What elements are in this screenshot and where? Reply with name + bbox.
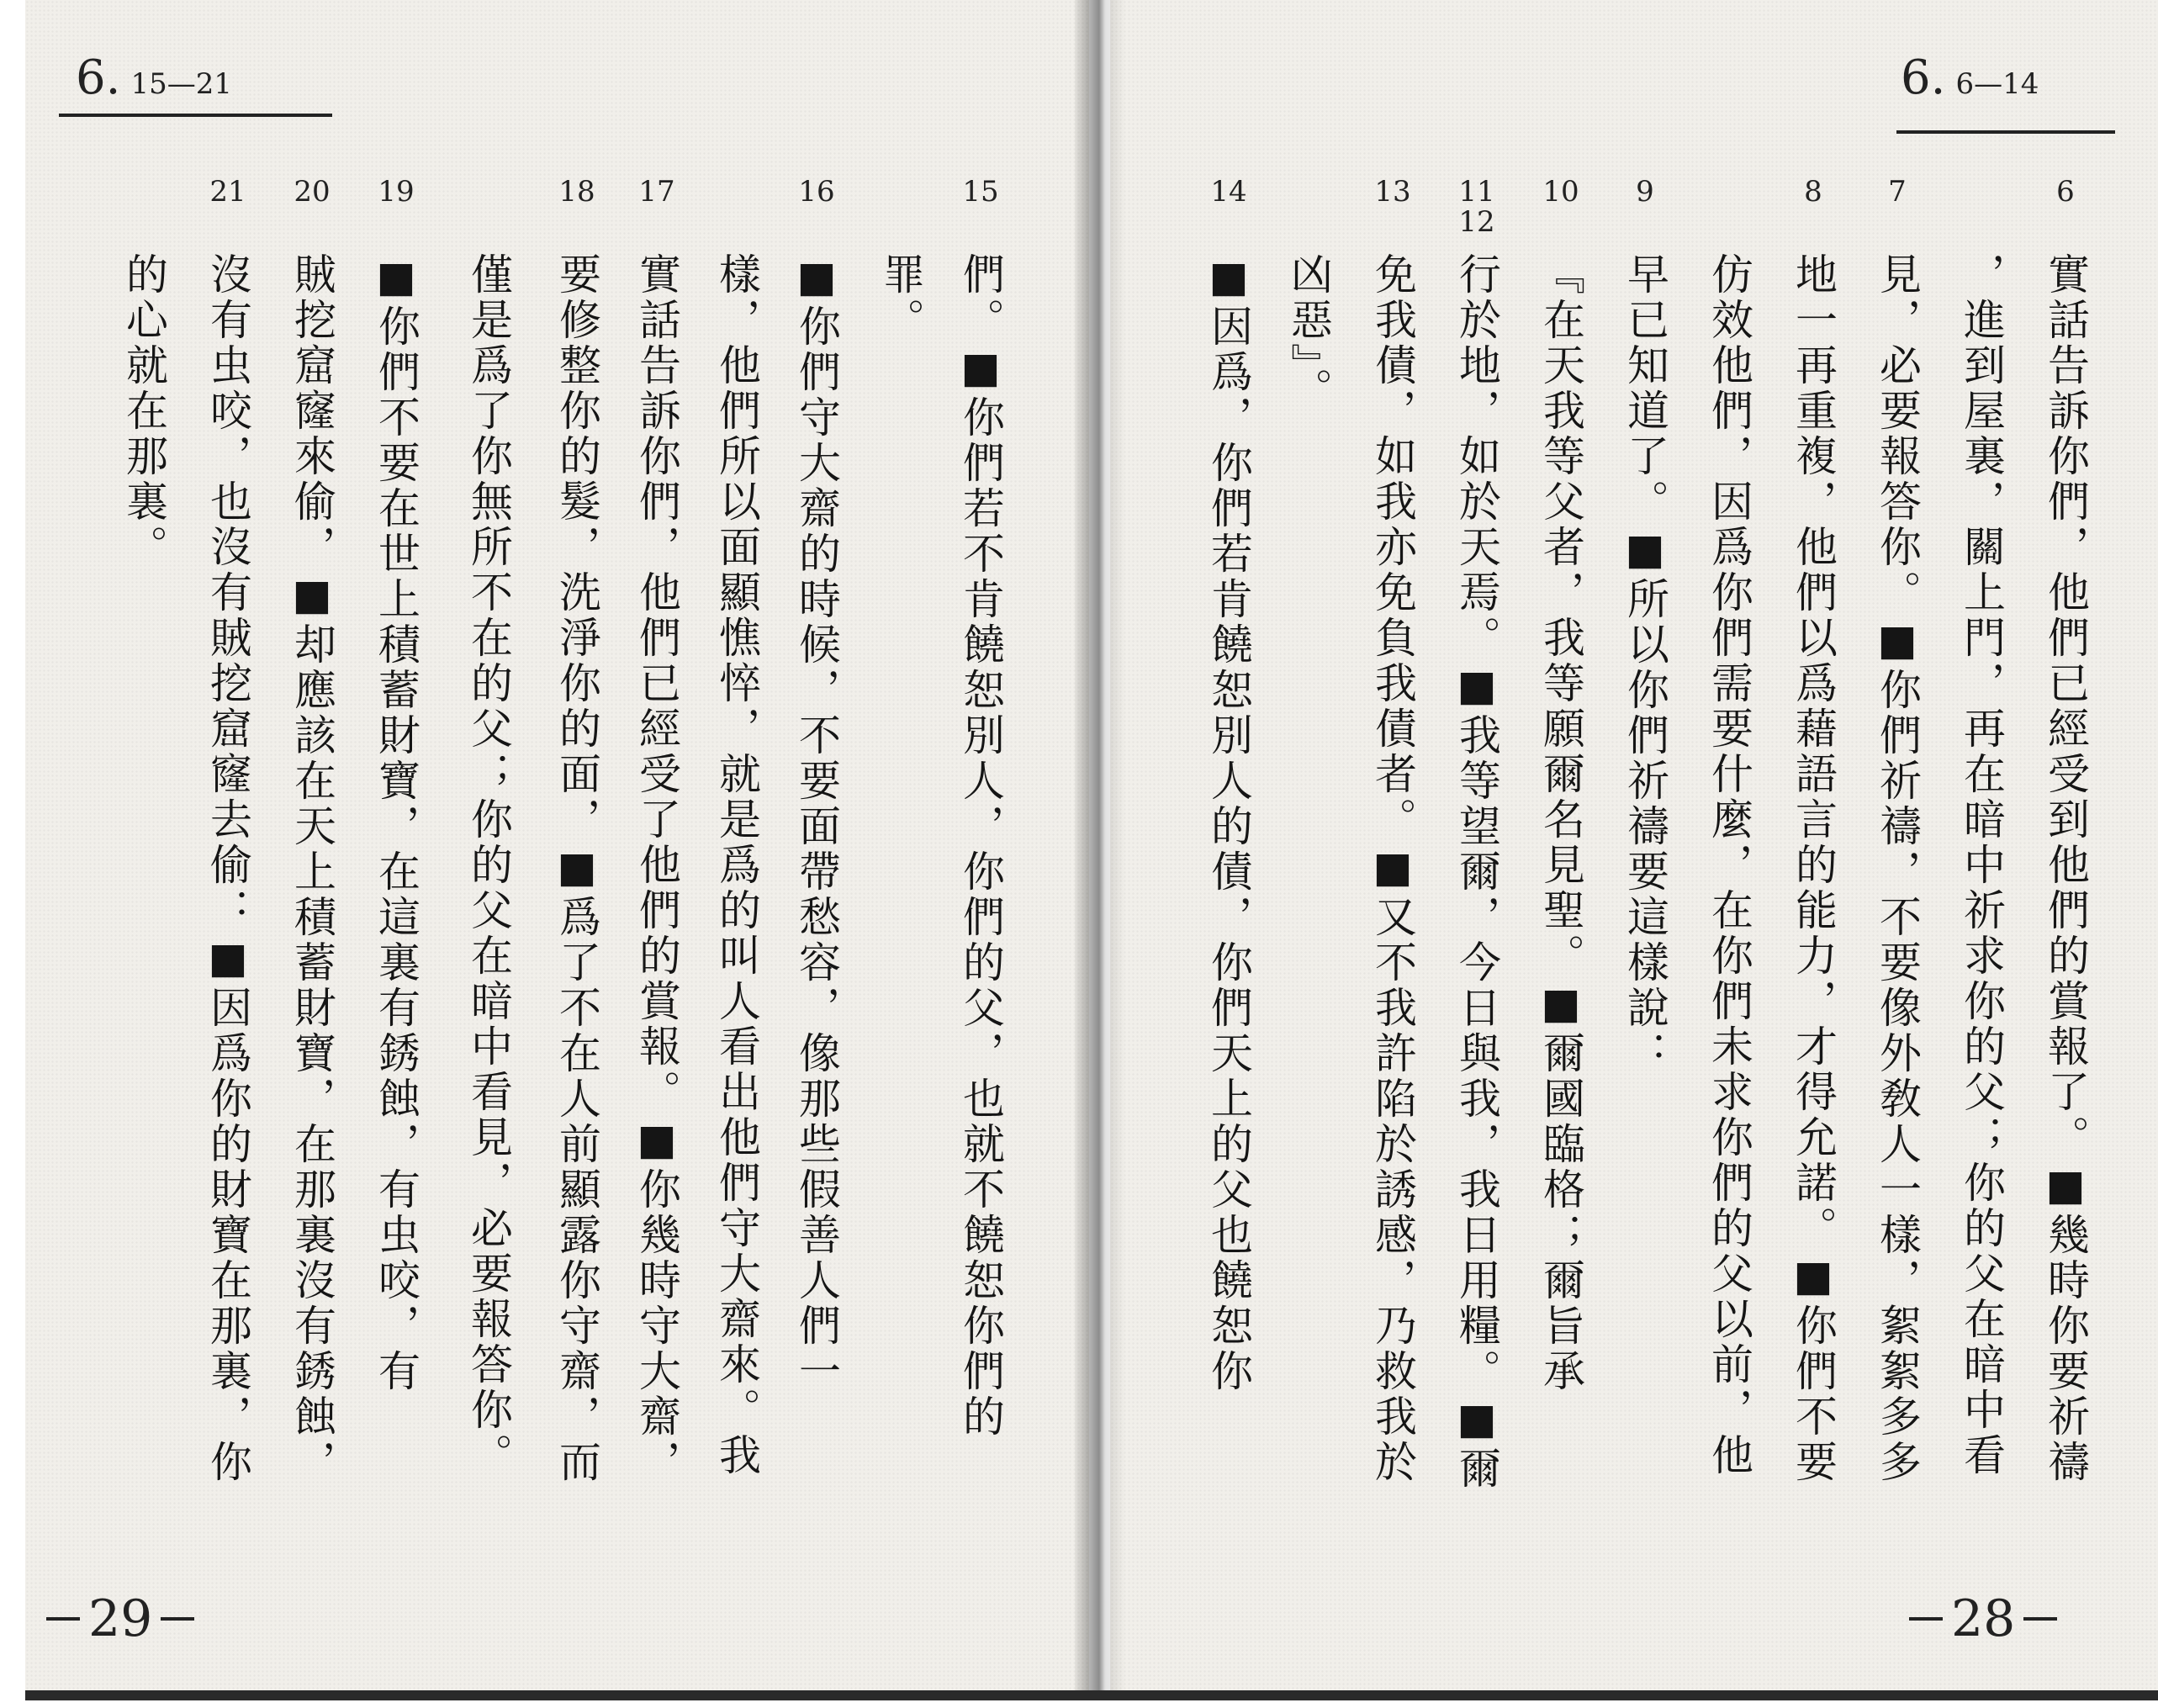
verse-text: 的心就在那裏。 bbox=[119, 252, 168, 570]
verse-text: 僅是爲了你無所不在的父；你的父在暗中看見，必要報答你。 bbox=[464, 252, 513, 1478]
folio-dash bbox=[1909, 1617, 1943, 1621]
running-head-right bbox=[1901, 50, 2039, 105]
verse-text: 見，必要報答你。■你們祈禱，不要像外敎人一樣，絮絮多多 bbox=[1873, 252, 1922, 1485]
verse-number: 18 bbox=[558, 175, 595, 209]
right-page bbox=[1110, 0, 2158, 1690]
running-head-left bbox=[76, 50, 232, 105]
folio-dash bbox=[2023, 1617, 2057, 1621]
verse-text: ，進到屋裏，關上門，再在暗中祈求你的父；你的父在暗中看 bbox=[1957, 252, 2006, 1478]
verse-text: 行於地，如於天焉。■我等望爾，今日與我，我日用糧。■爾 bbox=[1452, 252, 1501, 1492]
verse-text: 『在天我等父者，我等願爾名見聖。■爾國臨格；爾旨承 bbox=[1537, 252, 1585, 1394]
verse-text: ■你們不要在世上積蓄財寶，在這裏有銹蝕，有虫咬，有 bbox=[372, 252, 420, 1394]
verse-text: 免我債，如我亦免負我債者。■又不我許陷於誘感，乃救我於 bbox=[1368, 252, 1417, 1485]
verse-number: 19 bbox=[378, 175, 415, 209]
verse-number: 8 bbox=[1804, 175, 1822, 209]
page-number bbox=[38, 1589, 203, 1648]
verse-text: 早已知道了。■所以你們祈禱要這樣說： bbox=[1621, 252, 1669, 1076]
verse-text: 賊挖窟窿來偷，■却應該在天上積蓄財寶，在那裏沒有銹蝕， bbox=[288, 252, 336, 1485]
verse-text: 罪。 bbox=[876, 252, 925, 343]
verse-number: 14 bbox=[1210, 175, 1247, 209]
book-bottom-edge bbox=[25, 1690, 2158, 1700]
verse-text: 要修整你的髮，洗淨你的面，■爲了不在人前顯露你守齋，而 bbox=[553, 252, 601, 1485]
book-gutter bbox=[1075, 0, 1125, 1690]
page-number bbox=[1901, 1589, 2065, 1648]
verse-text: 凶惡』。 bbox=[1284, 252, 1333, 413]
verse-number: 13 bbox=[1374, 175, 1411, 209]
header-rule bbox=[59, 114, 332, 117]
verse-number: 17 bbox=[638, 175, 675, 209]
verse-number: 20 bbox=[294, 175, 331, 209]
verse-text: 沒有虫咬，也沒有賊挖窟窿去偷：■因爲你的財寶在那裏，你 bbox=[204, 252, 252, 1485]
folio-dash bbox=[161, 1617, 194, 1621]
verse-text: 實話告訴你們，他們已經受到他們的賞報了。■幾時你要祈禱 bbox=[2041, 252, 2090, 1485]
verse-number: 6 bbox=[2056, 175, 2075, 209]
chapter-number: 6. bbox=[76, 50, 121, 105]
page-number-text: 29 bbox=[88, 1589, 153, 1648]
verse-text: ■因爲，你們若肯饒恕別人的債，你們天上的父也饒恕你 bbox=[1204, 252, 1253, 1394]
left-page bbox=[25, 0, 1089, 1690]
verse-text: 仿效他們，因爲你們需要什麼，在你們未求你們的父以前，他 bbox=[1705, 252, 1753, 1478]
verse-text: ■你們守大齋的時候，不要面帶愁容，像那些假善人們一 bbox=[792, 252, 841, 1394]
verse-number: 10 bbox=[1542, 175, 1579, 209]
verse-text: 地一再重複，他們以爲藉語言的能力，才得允諾。■你們不要 bbox=[1789, 252, 1838, 1485]
verse-number: 15 bbox=[962, 175, 999, 209]
verse-range: 15—21 bbox=[130, 67, 232, 101]
verse-number: 7 bbox=[1888, 175, 1907, 209]
verse-number: 11 12 bbox=[1458, 175, 1495, 239]
verse-number: 21 bbox=[209, 175, 246, 209]
folio-dash bbox=[46, 1617, 80, 1621]
chapter-number: 6. bbox=[1901, 50, 1946, 105]
verse-range: 6—14 bbox=[1955, 67, 2039, 101]
verse-text: 樣，他們所以面顯憔悴，就是爲的叫人看出他們守大齋來。我 bbox=[712, 252, 761, 1478]
page-number-text: 28 bbox=[1951, 1589, 2016, 1648]
header-rule bbox=[1896, 130, 2115, 134]
verse-number: 16 bbox=[798, 175, 835, 209]
verse-number: 9 bbox=[1636, 175, 1654, 209]
verse-text: 們。■你們若不肯饒恕別人，你們的父，也就不饒恕你們的 bbox=[956, 252, 1005, 1440]
verse-text: 實話告訴你們，他們已經受了他們的賞報。■你幾時守大齋， bbox=[632, 252, 681, 1485]
